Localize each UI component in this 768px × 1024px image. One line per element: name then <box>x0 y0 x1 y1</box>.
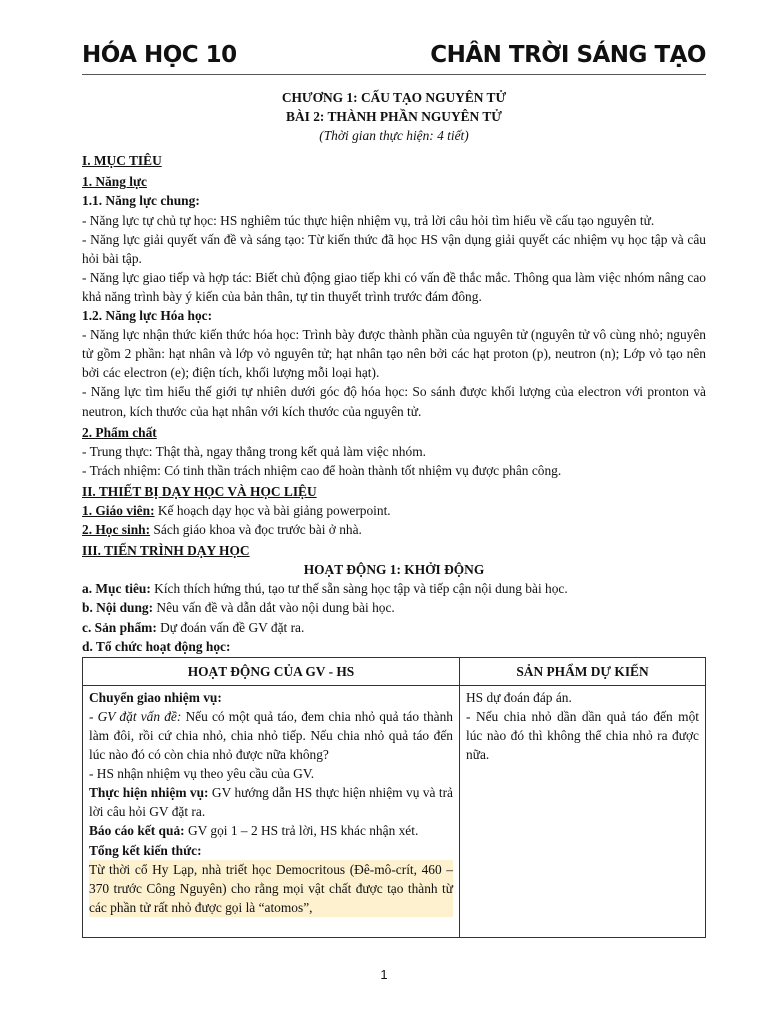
objective-text: Kích thích hứng thú, tạo tư thế sẵn sàng học tập và tiếp cận nội dung bài học. <box>150 581 568 597</box>
content-label: b. Nội dung: <box>82 600 154 616</box>
paragraph: - Năng lực tìm hiểu thế giới tự nhiên dưới góc độ hóa học: So sánh được khối lượng của electron với pronton và neutron, kích thước của hạt nhân với kích thước của nguyên tử. <box>82 384 706 419</box>
section-equipment-heading: II. THIẾT BỊ DẠY HỌC VÀ HỌC LIỆU <box>82 483 317 499</box>
paragraph: - Năng lực tự chủ tự học: HS nghiêm túc thực hiện nhiệm vụ, trả lời câu hỏi tìm hiểu về cấu tạo nguyên tử. <box>82 212 655 228</box>
teacher-question-label: GV đặt vấn đề: <box>97 708 182 724</box>
organization-label: d. Tổ chức hoạt động học: <box>82 638 231 654</box>
content-text: Nêu vấn đề và dẫn dắt vào nội dung bài học. <box>153 600 395 616</box>
product-line <box>82 618 706 637</box>
product-label: c. Sản phẩm: <box>82 619 157 635</box>
activities-cell <box>83 685 460 937</box>
paragraph: - Năng lực giải quyết vấn đề và sáng tạo: Từ kiến thức đã học HS vận dụng giải quyết các nhiệm vụ học tập và câu hỏi bài tập. <box>82 231 706 266</box>
qualities-heading: 2. Phẩm chất <box>82 424 157 440</box>
assign-task-heading: Chuyển giao nhiệm vụ: <box>89 689 222 705</box>
document-body <box>82 88 706 938</box>
table-header-activities: HOẠT ĐỘNG CỦA GV - HS <box>83 657 460 685</box>
general-competence-heading: 1.1. Năng lực chung: <box>82 193 200 209</box>
activity-title: HOẠT ĐỘNG 1: KHỞI ĐỘNG <box>303 562 485 578</box>
student-text: Sách giáo khoa và đọc trước bài ở nhà. <box>150 522 362 538</box>
teacher-text: Kế hoạch dạy học và bài giảng powerpoint. <box>154 502 391 518</box>
table-header-row <box>83 657 706 685</box>
chapter-title: CHƯƠNG 1: CẤU TẠO NGUYÊN TỬ <box>281 90 507 105</box>
competence-heading: 1. Năng lực <box>82 174 147 190</box>
perform-task-label: Thực hiện nhiệm vụ: <box>89 785 209 801</box>
page-header <box>82 40 706 75</box>
teacher-label: 1. Giáo viên: <box>82 502 155 518</box>
products-cell <box>460 685 706 937</box>
objective-label: a. Mục tiêu: <box>82 581 151 597</box>
teacher-materials <box>82 501 706 520</box>
teacher-question: - GV đặt vấn đề: Nếu có một quả táo, đem chia nhỏ quả táo thành làm đôi, rồi cứ chia nhỏ, chia nhỏ tiếp. Nếu chia nhỏ quả táo đến lúc nào đó có còn chia nhỏ được nữa không? <box>89 708 453 763</box>
objective-line <box>82 579 706 598</box>
summary-highlighted-text: Từ thời cổ Hy Lạp, nhà triết học Democritous (Đê-mô-crít, 460 – 370 trước Công Nguyên) cho rằng mọi vật chất được tạo thành từ các phần tử rất nhỏ được gọi là “atomos”, <box>89 860 453 917</box>
table-row <box>83 685 706 937</box>
page-number: 1 <box>380 967 388 982</box>
expected-product-1: HS dự đoán đáp án. <box>466 689 572 705</box>
content-line <box>82 598 706 617</box>
student-label: 2. Học sinh: <box>82 522 151 538</box>
summary-heading: Tổng kết kiến thức: <box>89 842 202 858</box>
activity-table <box>82 657 706 938</box>
expected-product-2: - Nếu chia nhỏ dần dần quả táo đến một lúc nào đó thì không thể chia nhỏ ra được nữa. <box>466 708 699 763</box>
perform-task <box>89 783 453 821</box>
student-receive-task: - HS nhận nhiệm vụ theo yêu cầu của GV. <box>89 766 315 782</box>
lesson-title: BÀI 2: THÀNH PHẦN NGUYÊN TỬ <box>286 109 502 125</box>
header-series: CHÂN TRỜI SÁNG TẠO <box>430 42 706 68</box>
report-results-label: Báo cáo kết quả: <box>89 823 185 839</box>
paragraph: - Năng lực giao tiếp và hợp tác: Biết chủ động giao tiếp khi có vấn đề thắc mắc. Thông qua làm việc nhóm nâng cao khả năng trình bày ý kiến của bản thân, tự tin thuyết trình trước đám đông. <box>82 269 706 304</box>
teacher-question-text: Nếu có một quả táo, đem chia nhỏ quả táo thành làm đôi, rồi cứ chia nhỏ, chia nhỏ tiếp. Nếu chia nhỏ quả táo đến lúc nào đó có còn chia nhỏ được nữa không? <box>89 708 453 763</box>
paragraph: - Năng lực nhận thức kiến thức hóa học: Trình bày được thành phần của nguyên tử (nguyên tử vô cùng nhỏ; nguyên tử gồm 2 phần: hạt nhân và lớp vỏ nguyên tử; hạt nhân tạo nên bởi các hạt proton (p), neutron (n); Lớp vỏ tạo nên bởi các electron (e); điện tích, khối lượng mỗi loại hạt). <box>82 327 706 381</box>
chemistry-competence-heading: 1.2. Năng lực Hóa học: <box>82 308 213 324</box>
report-results-text: GV gọi 1 – 2 HS trả lời, HS khác nhận xét. <box>184 823 419 839</box>
report-results <box>89 821 453 840</box>
student-materials <box>82 520 706 539</box>
header-subject: HÓA HỌC 10 <box>82 42 237 68</box>
lesson-duration: (Thời gian thực hiện: 4 tiết) <box>319 128 469 144</box>
product-text: Dự đoán vấn đề GV đặt ra. <box>156 619 305 635</box>
section-process-heading: III. TIẾN TRÌNH DẠY HỌC <box>82 543 250 559</box>
perform-task-text: GV hướng dẫn HS thực hiện nhiệm vụ và trả lời câu hỏi GV đặt ra. <box>89 785 453 820</box>
table-header-products: SẢN PHẨM DỰ KIẾN <box>460 657 706 685</box>
paragraph: - Trung thực: Thật thà, ngay thẳng trong kết quả làm việc nhóm. <box>82 443 426 459</box>
section-objectives-heading: I. MỤC TIÊU <box>82 153 162 169</box>
paragraph: - Trách nhiệm: Có tinh thần trách nhiệm cao để hoàn thành tốt nhiệm vụ được phân công. <box>82 462 562 478</box>
